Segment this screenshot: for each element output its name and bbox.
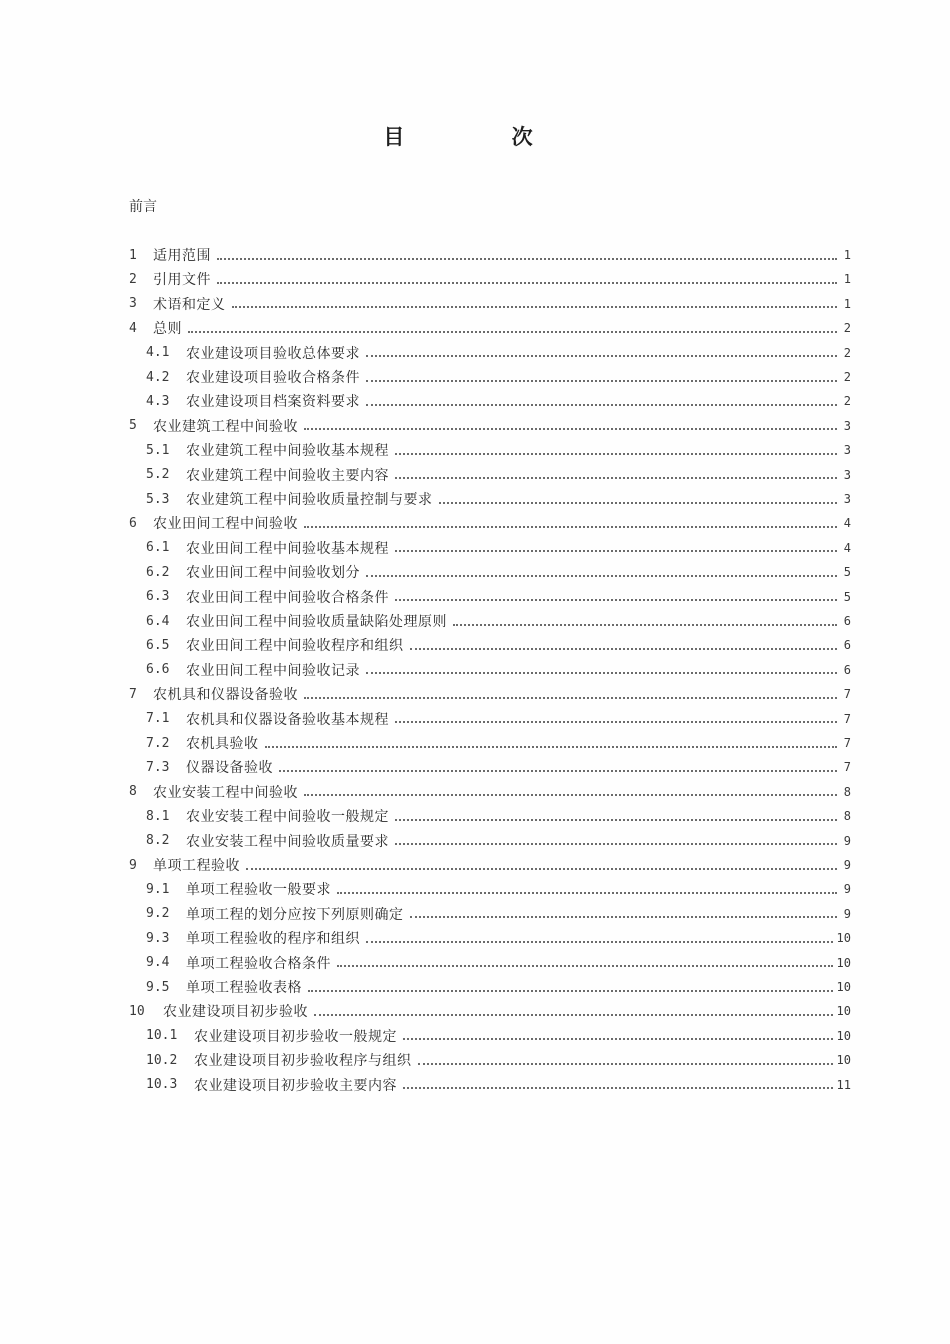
toc-entry-number: 10.1: [146, 1028, 178, 1044]
toc-dot-leader: [403, 1037, 833, 1040]
toc-entry-label: 农业安装工程中间验收一般规定: [186, 809, 389, 826]
toc-entry-label: 单项工程的划分应按下列原则确定: [186, 906, 404, 923]
toc-chapter-entry[interactable]: [129, 999, 851, 1023]
toc-dot-leader: [395, 720, 837, 723]
toc-dot-leader: [304, 696, 837, 699]
toc-entry-label: 农业建筑工程中间验收质量控制与要求: [186, 492, 433, 508]
toc-dot-leader: [453, 623, 837, 626]
toc-entry-number: 9.5: [146, 979, 170, 995]
toc-section-entry[interactable]: [146, 609, 851, 633]
toc-entry-label: 农业建设项目初步验收一般规定: [194, 1028, 397, 1045]
toc-dot-leader: [395, 842, 837, 845]
toc-entry-page-number: 1: [843, 248, 851, 262]
toc-section-entry[interactable]: [146, 1048, 851, 1072]
toc-entry-label: 农机具和仪器设备验收: [153, 687, 298, 704]
toc-entry-label: 农业田间工程中间验收记录: [186, 662, 360, 679]
toc-dot-leader: [217, 257, 837, 260]
toc-dot-leader: [439, 501, 838, 504]
toc-section-entry[interactable]: [146, 658, 851, 682]
toc-dot-leader: [217, 281, 837, 284]
toc-dot-leader: [395, 452, 837, 455]
toc-entry-page-number: 9: [843, 882, 851, 897]
toc-dot-leader: [366, 379, 837, 382]
toc-chapter-entry[interactable]: [129, 267, 851, 291]
toc-entry-page-number: 10: [836, 931, 851, 946]
toc-entry-label: 农业田间工程中间验收程序和组织: [186, 638, 404, 655]
toc-entry-page-number: 8: [843, 784, 851, 799]
toc-entry-page-number: 10: [836, 1028, 851, 1043]
toc-entry-number: 7.3: [146, 759, 170, 775]
toc-entry-number: 2: [129, 271, 137, 287]
toc-chapter-entry[interactable]: [129, 511, 851, 535]
toc-entry-label: 农业建筑工程中间验收基本规程: [186, 443, 389, 460]
toc-entry-page-number: 8: [843, 809, 851, 824]
toc-dot-leader: [395, 598, 837, 601]
toc-section-entry[interactable]: [146, 731, 851, 755]
toc-entry-label: 农机具验收: [186, 736, 259, 752]
toc-entry-number: 6: [129, 515, 137, 531]
toc-entry-page-number: 10: [836, 980, 851, 994]
toc-entry-number: 5.2: [146, 467, 170, 483]
toc-entry-page-number: 7: [843, 736, 851, 750]
toc-entry-label: 农业安装工程中间验收: [153, 784, 298, 801]
toc-dot-leader: [337, 964, 833, 967]
toc-section-entry[interactable]: [146, 438, 851, 462]
toc-entry-page-number: 3: [843, 443, 851, 458]
toc-chapter-entry[interactable]: [129, 316, 851, 340]
toc-entry-label: 单项工程验收: [153, 858, 240, 874]
toc-chapter-entry[interactable]: [129, 682, 851, 706]
toc-entry-label: 单项工程验收表格: [186, 980, 302, 996]
toc-entry-label: 单项工程验收一般要求: [186, 882, 331, 899]
toc-chapter-entry[interactable]: [129, 414, 851, 438]
toc-entry-page-number: 1: [843, 272, 851, 287]
toc-entry-page-number: 10: [836, 955, 851, 970]
toc-entry-page-number: 2: [843, 394, 851, 409]
toc-dot-leader: [366, 671, 837, 674]
toc-entry-number: 10.2: [146, 1052, 178, 1068]
toc-entry-label: 仪器设备验收: [186, 760, 273, 777]
toc-entry-label: 农业建设项目验收总体要求: [186, 345, 360, 362]
toc-dot-leader: [308, 989, 833, 992]
toc-entry-number: 3: [129, 296, 137, 312]
toc-entry-label: 单项工程验收的程序和组织: [186, 931, 360, 948]
toc-section-entry[interactable]: [146, 804, 851, 828]
toc-entry-page-number: 9: [843, 833, 851, 848]
toc-entry-number: 9.1: [146, 881, 170, 897]
toc-entry-label: 农业田间工程中间验收合格条件: [186, 589, 389, 606]
toc-section-entry[interactable]: [146, 951, 851, 975]
toc-entry-number: 9.4: [146, 955, 170, 971]
toc-section-entry[interactable]: [146, 755, 851, 779]
toc-dot-leader: [418, 1062, 833, 1065]
toc-dot-leader: [366, 940, 833, 943]
toc-chapter-entry[interactable]: [129, 292, 851, 316]
toc-entry-number: 4.1: [146, 345, 170, 361]
toc-entry-page-number: 3: [843, 467, 851, 482]
toc-entry-label: 农业建设项目初步验收程序与组织: [194, 1053, 412, 1070]
toc-entry-label: 农业建设项目初步验收主要内容: [194, 1077, 397, 1094]
toc-entry-label: 总则: [153, 321, 182, 338]
toc-section-entry[interactable]: [146, 536, 851, 560]
toc-entry-page-number: 5: [843, 565, 851, 580]
toc-entry-number: 6.5: [146, 637, 170, 653]
toc-entry-number: 8.2: [146, 833, 170, 849]
toc-section-entry[interactable]: [146, 341, 851, 365]
toc-entry-number: 5: [129, 418, 137, 434]
toc-section-entry[interactable]: [146, 585, 851, 609]
toc-entry-label: 农业建设项目验收合格条件: [186, 370, 360, 386]
toc-chapter-entry[interactable]: [129, 780, 851, 804]
toc-section-entry[interactable]: [146, 560, 851, 584]
toc-entry-page-number: 10: [836, 1053, 851, 1068]
toc-dot-leader: [337, 891, 837, 894]
toc-section-entry[interactable]: [146, 633, 851, 657]
toc-entry-label: 农业安装工程中间验收质量要求: [186, 833, 389, 850]
toc-dot-leader: [366, 574, 837, 577]
toc-entry-page-number: 9: [843, 906, 851, 921]
toc-entry-label: 农机具和仪器设备验收基本规程: [186, 711, 389, 728]
toc-entry-number: 7: [129, 686, 137, 702]
toc-section-entry[interactable]: [146, 487, 851, 511]
toc-entry-number: 6.4: [146, 613, 170, 629]
toc-entry-page-number: 11: [836, 1077, 851, 1092]
toc-entry-page-number: 7: [843, 687, 851, 702]
toc-entry-number: 7.2: [146, 735, 170, 751]
toc-entry-number: 6.3: [146, 589, 170, 605]
toc-entry-number: 7.1: [146, 711, 170, 727]
toc-dot-leader: [366, 354, 837, 357]
toc-dot-leader: [304, 525, 837, 528]
toc-dot-leader: [366, 403, 837, 406]
toc-entry-page-number: 4: [843, 516, 851, 531]
toc-entry-label: 农业建筑工程中间验收: [153, 418, 298, 435]
toc-dot-leader: [265, 745, 838, 748]
toc-chapter-entry[interactable]: [129, 243, 851, 267]
toc-dot-leader: [410, 647, 838, 650]
toc-entry-page-number: 7: [843, 760, 851, 775]
toc-entry-label: 农业建筑工程中间验收主要内容: [186, 467, 389, 484]
toc-entry-page-number: 6: [843, 638, 851, 653]
toc-dot-leader: [395, 549, 837, 552]
toc-entry-number: 1: [129, 247, 137, 263]
toc-section-entry[interactable]: [146, 365, 851, 389]
toc-section-entry[interactable]: [146, 1024, 851, 1048]
toc-entry-label: 农业田间工程中间验收质量缺陷处理原则: [186, 614, 447, 630]
toc-entry-label: 术语和定义: [153, 296, 226, 313]
toc-dot-leader: [314, 1013, 833, 1016]
page-title: 目 次: [383, 125, 583, 149]
toc-entry-number: 6.1: [146, 540, 170, 556]
toc-entry-number: 4.3: [146, 393, 170, 409]
toc-entry-number: 4.2: [146, 369, 170, 385]
toc-entry-page-number: 6: [843, 662, 851, 677]
toc-dot-leader: [279, 769, 837, 772]
toc-entry-label: 农业田间工程中间验收划分: [186, 565, 360, 582]
toc-dot-leader: [304, 427, 837, 430]
toc-entry-label: 农业建设项目档案资料要求: [186, 394, 360, 411]
toc-entry-page-number: 2: [843, 370, 851, 384]
toc-entry-page-number: 10: [836, 1004, 851, 1019]
toc-entry-page-number: 6: [843, 614, 851, 628]
toc-chapter-entry[interactable]: [129, 853, 851, 877]
toc-entry-number: 10.3: [146, 1077, 178, 1093]
toc-entry-label: 适用范围: [153, 248, 211, 264]
toc-section-entry[interactable]: [146, 877, 851, 901]
toc-dot-leader: [395, 818, 837, 821]
toc-dot-leader: [403, 1086, 833, 1089]
toc-entry-number: 5.3: [146, 491, 170, 507]
toc-section-entry[interactable]: [146, 463, 851, 487]
toc-section-entry[interactable]: [146, 975, 851, 999]
toc-entry-number: 9: [129, 857, 137, 873]
toc-section-entry[interactable]: [146, 926, 851, 950]
toc-dot-leader: [304, 793, 837, 796]
toc-entry-label: 单项工程验收合格条件: [186, 955, 331, 972]
toc-dot-leader: [246, 867, 837, 870]
toc-dot-leader: [188, 330, 837, 333]
toc-section-entry[interactable]: [146, 707, 851, 731]
toc-entry-label: 农业田间工程中间验收: [153, 516, 298, 533]
toc-dot-leader: [410, 915, 838, 918]
toc-entry-number: 9.2: [146, 906, 170, 922]
toc-section-entry[interactable]: [146, 1073, 851, 1097]
toc-entry-page-number: 7: [843, 711, 851, 726]
toc-entry-page-number: 3: [843, 492, 851, 506]
toc-entry-page-number: 3: [843, 418, 851, 433]
toc-entry-number: 6.6: [146, 662, 170, 678]
toc-entry-page-number: 4: [843, 540, 851, 555]
toc-entry-number: 8.1: [146, 808, 170, 824]
toc-entry-page-number: 9: [843, 858, 851, 872]
toc-entry-page-number: 2: [843, 321, 851, 336]
toc-entry-number: 4: [129, 320, 137, 336]
toc-section-entry[interactable]: [146, 829, 851, 853]
toc-entry-number: 5.1: [146, 442, 170, 458]
toc-entry-page-number: 1: [843, 296, 851, 311]
toc-section-entry[interactable]: [146, 389, 851, 413]
toc-preface: 前言: [129, 199, 157, 215]
toc-section-entry[interactable]: [146, 902, 851, 926]
toc-entry-number: 9.3: [146, 930, 170, 946]
toc-entry-number: 10: [129, 1003, 145, 1019]
toc-entry-page-number: 5: [843, 589, 851, 604]
toc-entry-label: 农业建设项目初步验收: [163, 1004, 308, 1021]
toc-entry-page-number: 2: [843, 345, 851, 360]
toc-entry-number: 6.2: [146, 564, 170, 580]
toc-dot-leader: [232, 305, 838, 308]
toc-entry-number: 8: [129, 784, 137, 800]
toc-entry-label: 农业田间工程中间验收基本规程: [186, 540, 389, 557]
toc-entry-label: 引用文件: [153, 272, 211, 289]
toc-dot-leader: [395, 476, 837, 479]
